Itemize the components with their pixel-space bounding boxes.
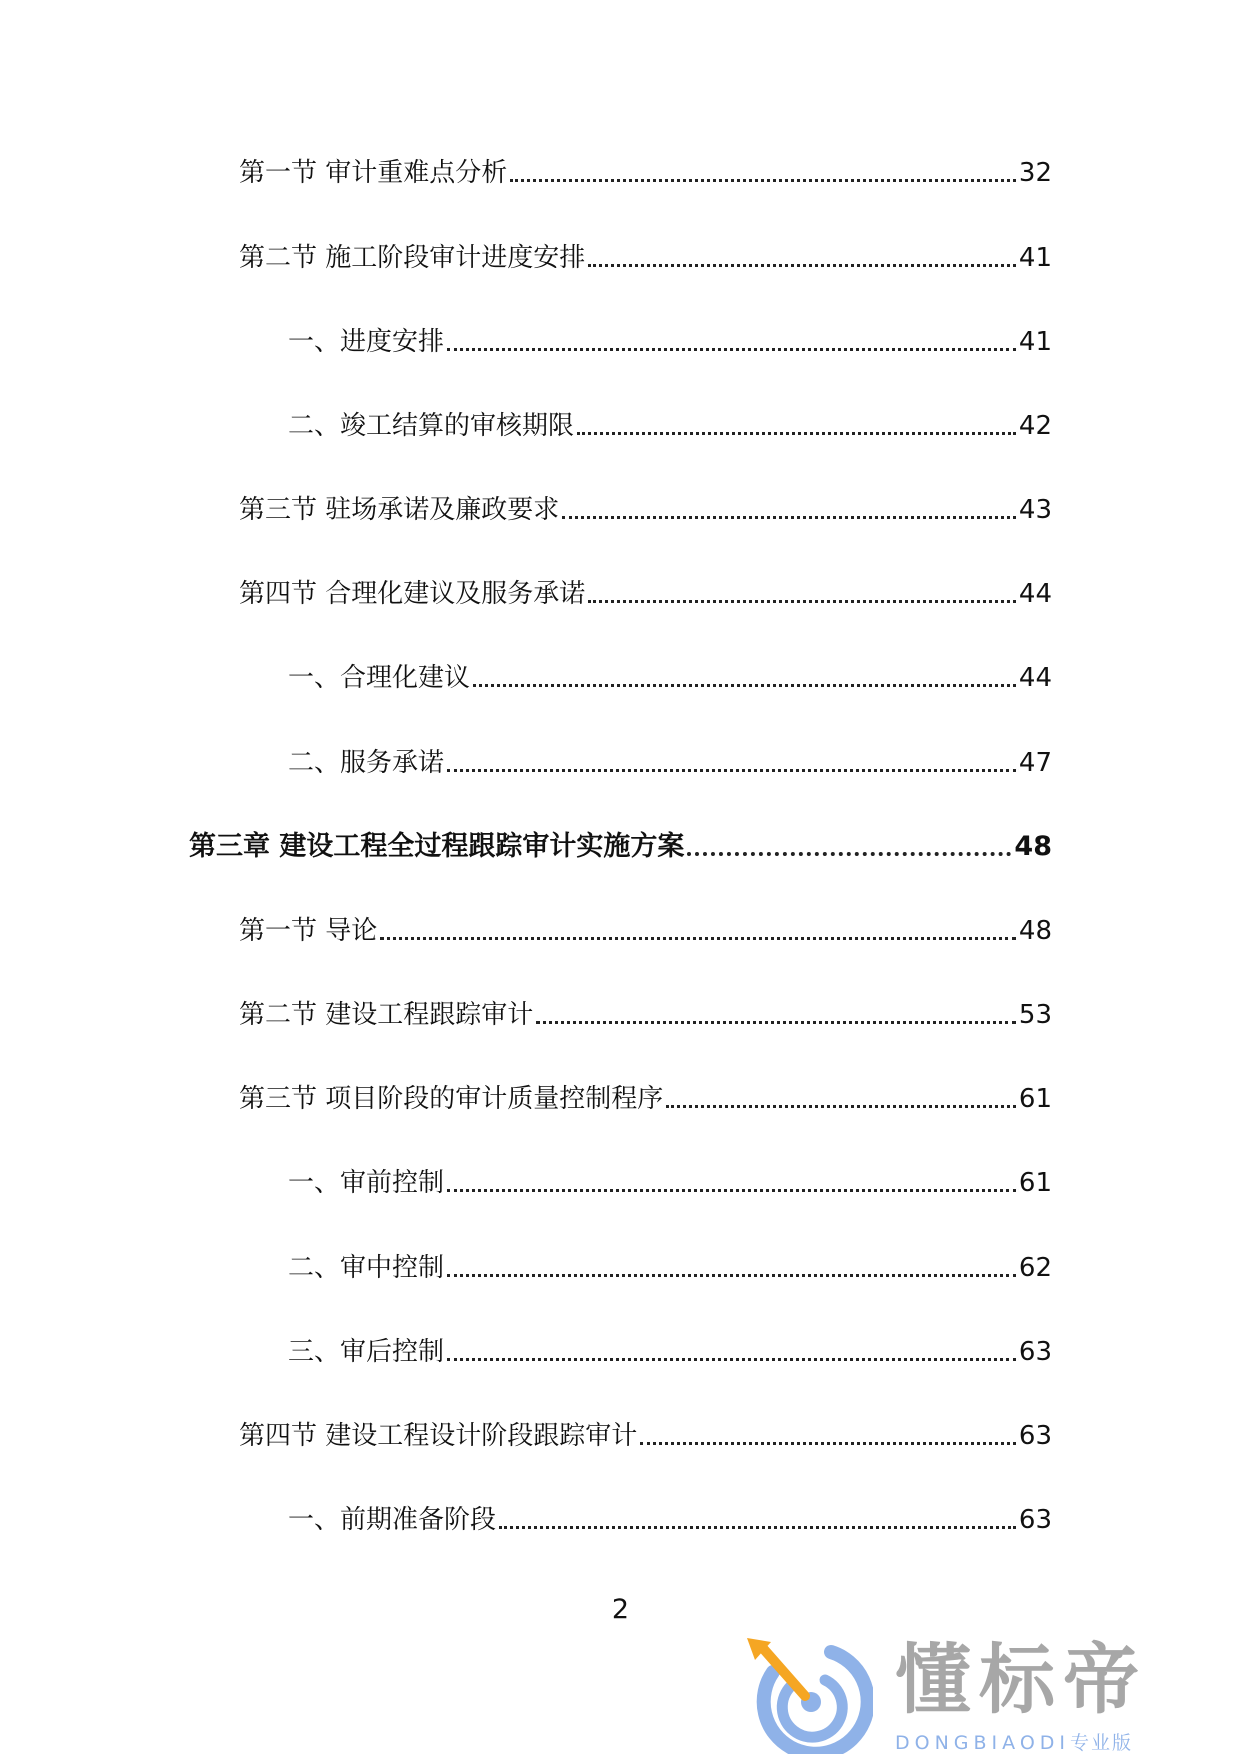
toc-entry[interactable] (288, 1502, 1052, 1538)
brand-edition: 专业版 (1070, 1732, 1134, 1754)
toc-title: 一、审前控制 (288, 1168, 445, 1198)
toc-leader (666, 1105, 1016, 1108)
toc-page: 32 (1018, 158, 1052, 188)
toc-leader (687, 852, 1011, 856)
toc-leader (447, 769, 1016, 772)
toc-leader (499, 1526, 1016, 1529)
toc-entry[interactable] (239, 1418, 1052, 1454)
toc-leader (447, 1358, 1016, 1361)
toc-leader (380, 937, 1016, 940)
toc-page: 41 (1018, 327, 1052, 357)
toc-title: 第二节 施工阶段审计进度安排 (239, 243, 586, 273)
brand-tagline-text: DONGBIAODI (895, 1732, 1071, 1754)
toc-entry-chapter[interactable] (189, 829, 1052, 865)
toc-entry[interactable] (288, 1250, 1052, 1286)
toc-title: 第四节 合理化建议及服务承诺 (239, 579, 586, 609)
toc-entry[interactable] (239, 240, 1052, 276)
target-arrow-icon (743, 1636, 873, 1754)
toc-leader (536, 1021, 1016, 1024)
brand-name: 懂标帝 (895, 1635, 1147, 1724)
toc-entry[interactable] (239, 997, 1052, 1033)
toc-entry[interactable] (288, 1334, 1052, 1370)
toc-page: 43 (1018, 495, 1052, 525)
toc-entry[interactable] (288, 324, 1052, 360)
toc-page: 44 (1018, 663, 1052, 693)
toc-page: 53 (1018, 1000, 1052, 1030)
toc-entry[interactable] (239, 1081, 1052, 1117)
toc-page: 44 (1018, 579, 1052, 609)
toc-title: 二、审中控制 (288, 1253, 445, 1283)
toc-title: 第一节 导论 (239, 916, 378, 946)
brand-watermark (735, 1632, 1225, 1754)
toc-leader (473, 684, 1016, 687)
toc-title: 三、审后控制 (288, 1337, 445, 1367)
toc-entry[interactable] (288, 1165, 1052, 1201)
toc-page: 63 (1018, 1421, 1052, 1451)
toc-entry[interactable] (239, 492, 1052, 528)
toc-page: 47 (1018, 748, 1052, 778)
toc-leader (510, 179, 1016, 182)
toc-entry[interactable] (239, 913, 1052, 949)
toc-page: 61 (1018, 1084, 1052, 1114)
toc-page: 48 (1018, 916, 1052, 946)
toc-page: 61 (1018, 1168, 1052, 1198)
toc-leader (447, 348, 1016, 351)
toc-title: 一、进度安排 (288, 327, 445, 357)
toc-leader (447, 1189, 1016, 1192)
toc-entry[interactable] (288, 745, 1052, 781)
toc-leader (577, 432, 1016, 435)
toc-title: 二、服务承诺 (288, 748, 445, 778)
toc-title: 第一节 审计重难点分析 (239, 158, 508, 188)
toc-entry[interactable] (239, 155, 1052, 191)
toc-entry[interactable] (288, 408, 1052, 444)
toc-leader (447, 1274, 1016, 1277)
toc-leader (588, 600, 1016, 603)
page-number: 2 (611, 1594, 630, 1625)
brand-tagline (895, 1728, 1133, 1755)
toc-leader (562, 516, 1016, 519)
toc-page: 48 (1014, 831, 1052, 862)
toc-title: 第三节 项目阶段的审计质量控制程序 (239, 1084, 664, 1114)
toc-title: 第四节 建设工程设计阶段跟踪审计 (239, 1421, 638, 1451)
toc-entry[interactable] (288, 660, 1052, 696)
toc-page: 63 (1018, 1505, 1052, 1535)
toc-entry[interactable] (239, 576, 1052, 612)
toc-page: 63 (1018, 1337, 1052, 1367)
toc-title: 第二节 建设工程跟踪审计 (239, 1000, 534, 1030)
toc-title: 一、合理化建议 (288, 663, 471, 693)
toc-title: 第三章 建设工程全过程跟踪审计实施方案 (189, 831, 685, 862)
toc-title: 一、前期准备阶段 (288, 1505, 497, 1535)
toc-title: 二、竣工结算的审核期限 (288, 411, 575, 441)
toc-page: 41 (1018, 243, 1052, 273)
toc-page: 42 (1018, 411, 1052, 441)
toc-page: 62 (1018, 1253, 1052, 1283)
toc-title: 第三节 驻场承诺及廉政要求 (239, 495, 560, 525)
toc-leader (588, 264, 1016, 267)
toc-leader (640, 1442, 1016, 1445)
